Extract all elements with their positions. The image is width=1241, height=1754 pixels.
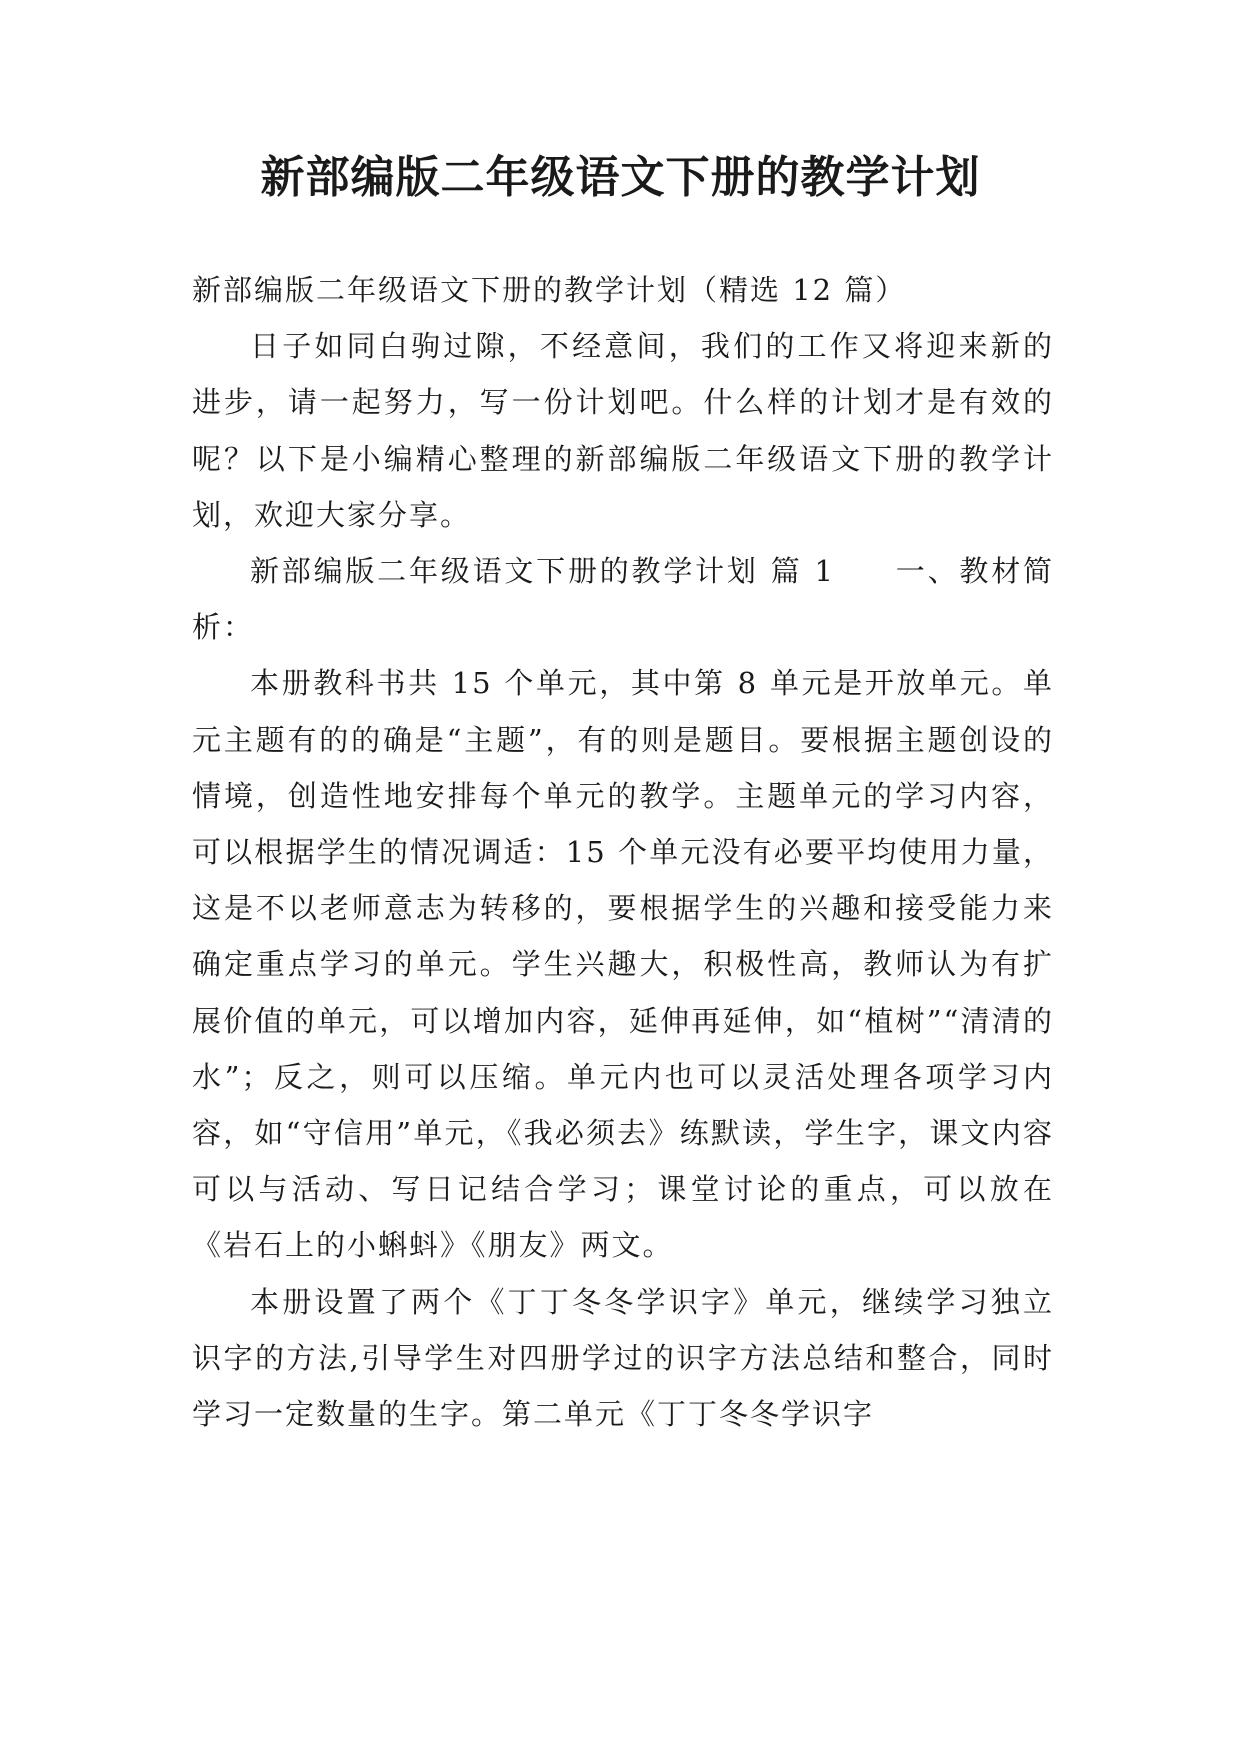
body-paragraph: 本册教科书共 15 个单元，其中第 8 单元是开放单元。单元主题有的的确是“主题”，有的则是题目。要根据主题创设的情境，创造性地安排每个单元的教学。主题单元的学习内容，可以根据学生的情况调适：15 个单元没有必要平均使用力量，这是不以老师意志为转移的，要根据学生的兴趣和接受能力来确定重点学习的单元。学生兴趣大，积极性高，教师认为有扩展价值的单元，可以增加内容，延伸再延伸，如“植树”“清清的水”；反之，则可以压缩。单元内也可以灵活处理各项学习内容，如“守信用”单元，《我必须去》练默读，学生字，课文内容可以与活动、写日记结合学习；课堂讨论的重点，可以放在《岩石上的小蝌蚪》《朋友》两文。: [192, 666, 1054, 1263]
document-body: [192, 262, 1054, 1442]
document-subtitle: 新部编版二年级语文下册的教学计划（精选 12 篇）: [192, 273, 907, 307]
intro-paragraph: 日子如同白驹过隙，不经意间，我们的工作又将迎来新的进步，请一起努力，写一份计划吧。什么样的计划才是有效的呢？以下是小编精心整理的新部编版二年级语文下册的教学计划，欢迎大家分享。: [192, 329, 1054, 532]
section-subheading: 一、教材简析：: [192, 554, 1054, 645]
section-heading-line: [192, 543, 1054, 655]
section-heading: 新部编版二年级语文下册的教学计划 篇 1: [250, 554, 836, 589]
body-paragraph: 本册设置了两个《丁丁冬冬学识字》单元，继续学习独立识字的方法,引导学生对四册学过的识字方法总结和整合，同时学习一定数量的生字。第二单元《丁丁冬冬学识字: [192, 1284, 1054, 1432]
document-title: 新部编版二年级语文下册的教学计划: [260, 152, 981, 203]
